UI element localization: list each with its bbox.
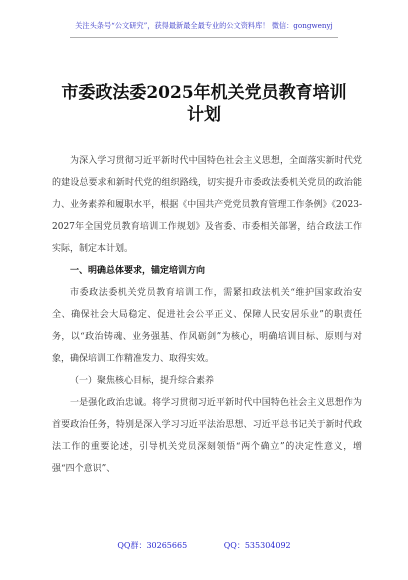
footer-contact: [0, 540, 408, 551]
footer-qq-group: QQ群：30265665: [117, 541, 188, 550]
section-1-heading: 一、明确总体要求，锚定培训方向: [70, 266, 206, 276]
section-1-paragraph: 市委政法委机关党员教育培训工作，需紧扣政法机关“维护国家政治安全、确保社会大局稳定、促进社会公平正义、保障人民安居乐业”的职责任务，以“政治铸魂、业务强基、作风砺剑”为核心，明确培训目标、原则与对象，确保培训工作精准发力、取得实效。: [52, 288, 362, 364]
subsection-1-heading: （一）聚焦核心目标，提升综合素养: [70, 376, 215, 386]
header-divider: [70, 37, 338, 38]
footer-qq-number: QQ：535304092: [223, 541, 291, 550]
document-title: 市委政法委2025年机关党员教育培训计划: [61, 83, 347, 125]
header-promo-note: 关注头条号“公文研究”，获得最新最全最专业的公文资料库！ 微信：gongwenyj: [75, 21, 333, 30]
subsection-1-paragraph: 一是强化政治忠诚。将学习贯彻习近平新时代中国特色社会主义思想作为首要政治任务，特别是深入学习习近平法治思想、习近平总书记关于新时代政法工作的重要论述，引导机关党员深刻领悟“两个确立”的决定性意义，增强“四个意识”、: [52, 398, 362, 474]
document-body: [52, 150, 362, 480]
intro-paragraph: 为深入学习贯彻习近平新时代中国特色社会主义思想，全面落实新时代党的建设总要求和新时代党的组织路线，切实提升市委政法委机关党员的政治能力、业务素养和履职水平，根据《中国共产党党员教育管理工作条例》《2023-2027年全国党员教育培训工作规划》及省委、市委相关部署，结合政法工作实际，制定本计划。: [52, 156, 362, 254]
